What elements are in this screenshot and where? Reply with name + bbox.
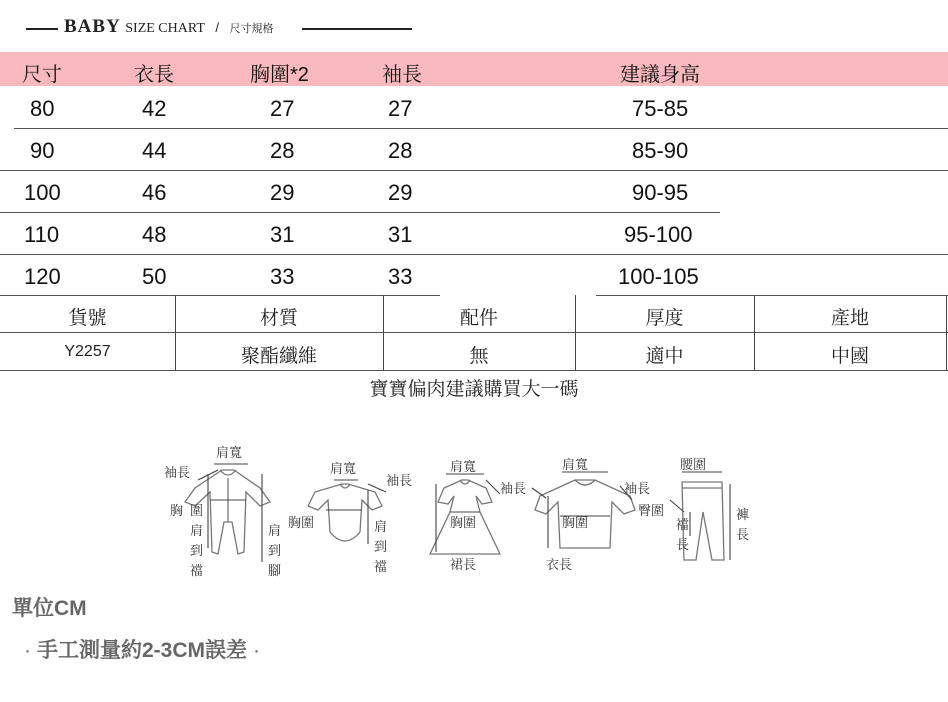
size-cell: 110 bbox=[24, 222, 60, 247]
table-row bbox=[0, 130, 948, 172]
header-separator: / bbox=[215, 20, 219, 35]
sleeve-cell: 27 bbox=[388, 96, 413, 121]
label-shoulder-to-crotch-1: 肩 bbox=[374, 520, 388, 535]
row-divider bbox=[14, 128, 948, 129]
bullet-left: · bbox=[24, 639, 31, 662]
label-shoulder-to-crotch-2: 到 bbox=[190, 544, 204, 559]
measurement-error-note bbox=[18, 634, 266, 664]
info-header-item-no: 貨號 bbox=[68, 308, 107, 329]
header-title-main: BABY bbox=[64, 16, 121, 37]
header-rule-right bbox=[302, 28, 412, 30]
table-row bbox=[0, 172, 948, 214]
label-shoulder-to-crotch-3: 襠 bbox=[190, 564, 204, 579]
label-chest: 胸圍 bbox=[288, 516, 315, 531]
table-row bbox=[0, 256, 948, 298]
col-chest: 胸圍*2 bbox=[250, 64, 309, 86]
table-row bbox=[0, 214, 948, 256]
height-cell: 75-85 bbox=[632, 96, 689, 121]
col-size: 尺寸 bbox=[22, 64, 62, 86]
height-cell: 100-105 bbox=[618, 264, 699, 289]
height-cell: 90-95 bbox=[632, 180, 689, 205]
label-sleeve: 袖長 bbox=[386, 474, 413, 489]
label-waist: 腰圍 bbox=[680, 458, 707, 473]
row-divider bbox=[0, 254, 948, 255]
label-chest: 胸圍 bbox=[562, 516, 589, 531]
row-divider bbox=[0, 170, 948, 171]
height-cell: 85-90 bbox=[632, 138, 689, 163]
label-shoulder-to-crotch-3: 襠 bbox=[374, 560, 388, 575]
chart-header bbox=[0, 14, 948, 44]
chest-cell: 28 bbox=[270, 138, 295, 163]
sleeve-cell: 31 bbox=[388, 222, 413, 247]
info-top-rule bbox=[0, 295, 440, 296]
label-pants-length-1: 褲 bbox=[736, 508, 750, 523]
chest-cell: 27 bbox=[270, 96, 295, 121]
bullet-right: · bbox=[253, 639, 261, 662]
size-cell: 100 bbox=[24, 180, 61, 205]
label-shoulder-to-foot-3: 腳 bbox=[268, 564, 282, 579]
bodysuit-sketch bbox=[308, 484, 382, 541]
label-shoulder: 肩寬 bbox=[330, 462, 357, 477]
col-sleeve: 袖長 bbox=[382, 64, 422, 86]
chest-cell: 29 bbox=[270, 180, 295, 205]
size-table-header bbox=[0, 52, 948, 86]
label-sleeve: 袖長 bbox=[624, 482, 651, 497]
sleeve-cell: 29 bbox=[388, 180, 413, 205]
col-height: 建議身高 bbox=[620, 64, 700, 86]
info-value-item-no: Y2257 bbox=[64, 343, 111, 360]
label-shoulder-to-foot-2: 到 bbox=[268, 544, 282, 559]
size-cell: 90 bbox=[30, 138, 55, 163]
header-title bbox=[64, 16, 273, 38]
info-col-divider bbox=[946, 295, 947, 370]
size-advice-note: 寶寶偏肉建議購買大一碼 bbox=[369, 379, 579, 400]
label-skirt-length: 裙長 bbox=[450, 558, 477, 573]
unit-label: 單位CM bbox=[12, 597, 87, 620]
label-shoulder-to-crotch-2: 到 bbox=[374, 540, 388, 555]
sleeve-cell: 28 bbox=[388, 138, 413, 163]
label-shoulder-to-crotch-1: 肩 bbox=[190, 524, 204, 539]
info-header-material: 材質 bbox=[259, 308, 298, 329]
length-cell: 48 bbox=[142, 222, 167, 247]
label-shoulder: 肩寬 bbox=[450, 460, 477, 475]
chest-cell: 33 bbox=[270, 264, 295, 289]
size-cell: 80 bbox=[30, 96, 55, 121]
info-value-accessories: 無 bbox=[469, 346, 489, 367]
chest-cell: 31 bbox=[270, 222, 295, 247]
header-title-cn: 尺寸規格 bbox=[229, 23, 274, 35]
label-shoulder-to-foot-1: 肩 bbox=[268, 524, 282, 539]
size-cell: 120 bbox=[24, 264, 61, 289]
info-mid-rule bbox=[0, 332, 948, 333]
info-top-rule bbox=[596, 295, 948, 296]
header-rule-left bbox=[26, 28, 58, 30]
label-shoulder: 肩寬 bbox=[562, 458, 589, 473]
label-pants-length-2: 長 bbox=[736, 528, 750, 543]
length-cell: 46 bbox=[142, 180, 167, 205]
label-crotch-1: 襠 bbox=[676, 518, 690, 533]
info-header-accessories: 配件 bbox=[459, 308, 498, 329]
label-sleeve: 袖長 bbox=[164, 466, 191, 481]
top-sketch bbox=[535, 480, 635, 548]
height-cell: 95-100 bbox=[624, 222, 693, 247]
length-cell: 44 bbox=[142, 138, 167, 163]
label-chest: 胸圍 bbox=[450, 516, 477, 531]
measurement-diagrams bbox=[150, 440, 770, 590]
label-chest-2: 圍 bbox=[190, 504, 204, 519]
info-header-origin: 產地 bbox=[830, 308, 869, 329]
info-value-thickness: 適中 bbox=[645, 346, 684, 367]
label-chest-1: 胸 bbox=[170, 504, 184, 519]
length-cell: 50 bbox=[142, 264, 167, 289]
label-sleeve: 袖長 bbox=[500, 482, 527, 497]
info-value-material: 聚酯纖維 bbox=[240, 346, 317, 367]
info-header-thickness: 厚度 bbox=[645, 308, 684, 329]
label-hip: 臀圍 bbox=[638, 504, 665, 519]
row-divider bbox=[0, 212, 720, 213]
label-shoulder: 肩寬 bbox=[216, 446, 243, 461]
label-body-length: 衣長 bbox=[546, 558, 573, 573]
sleeve-cell: 33 bbox=[388, 264, 413, 289]
info-value-origin: 中國 bbox=[830, 346, 869, 367]
error-note-text: 手工測量約2-3CM誤差 bbox=[37, 639, 248, 662]
header-title-sub: SIZE CHART bbox=[125, 21, 205, 36]
length-cell: 42 bbox=[142, 96, 167, 121]
table-row bbox=[0, 88, 948, 130]
label-crotch-2: 長 bbox=[676, 538, 690, 553]
col-length: 衣長 bbox=[134, 64, 174, 86]
